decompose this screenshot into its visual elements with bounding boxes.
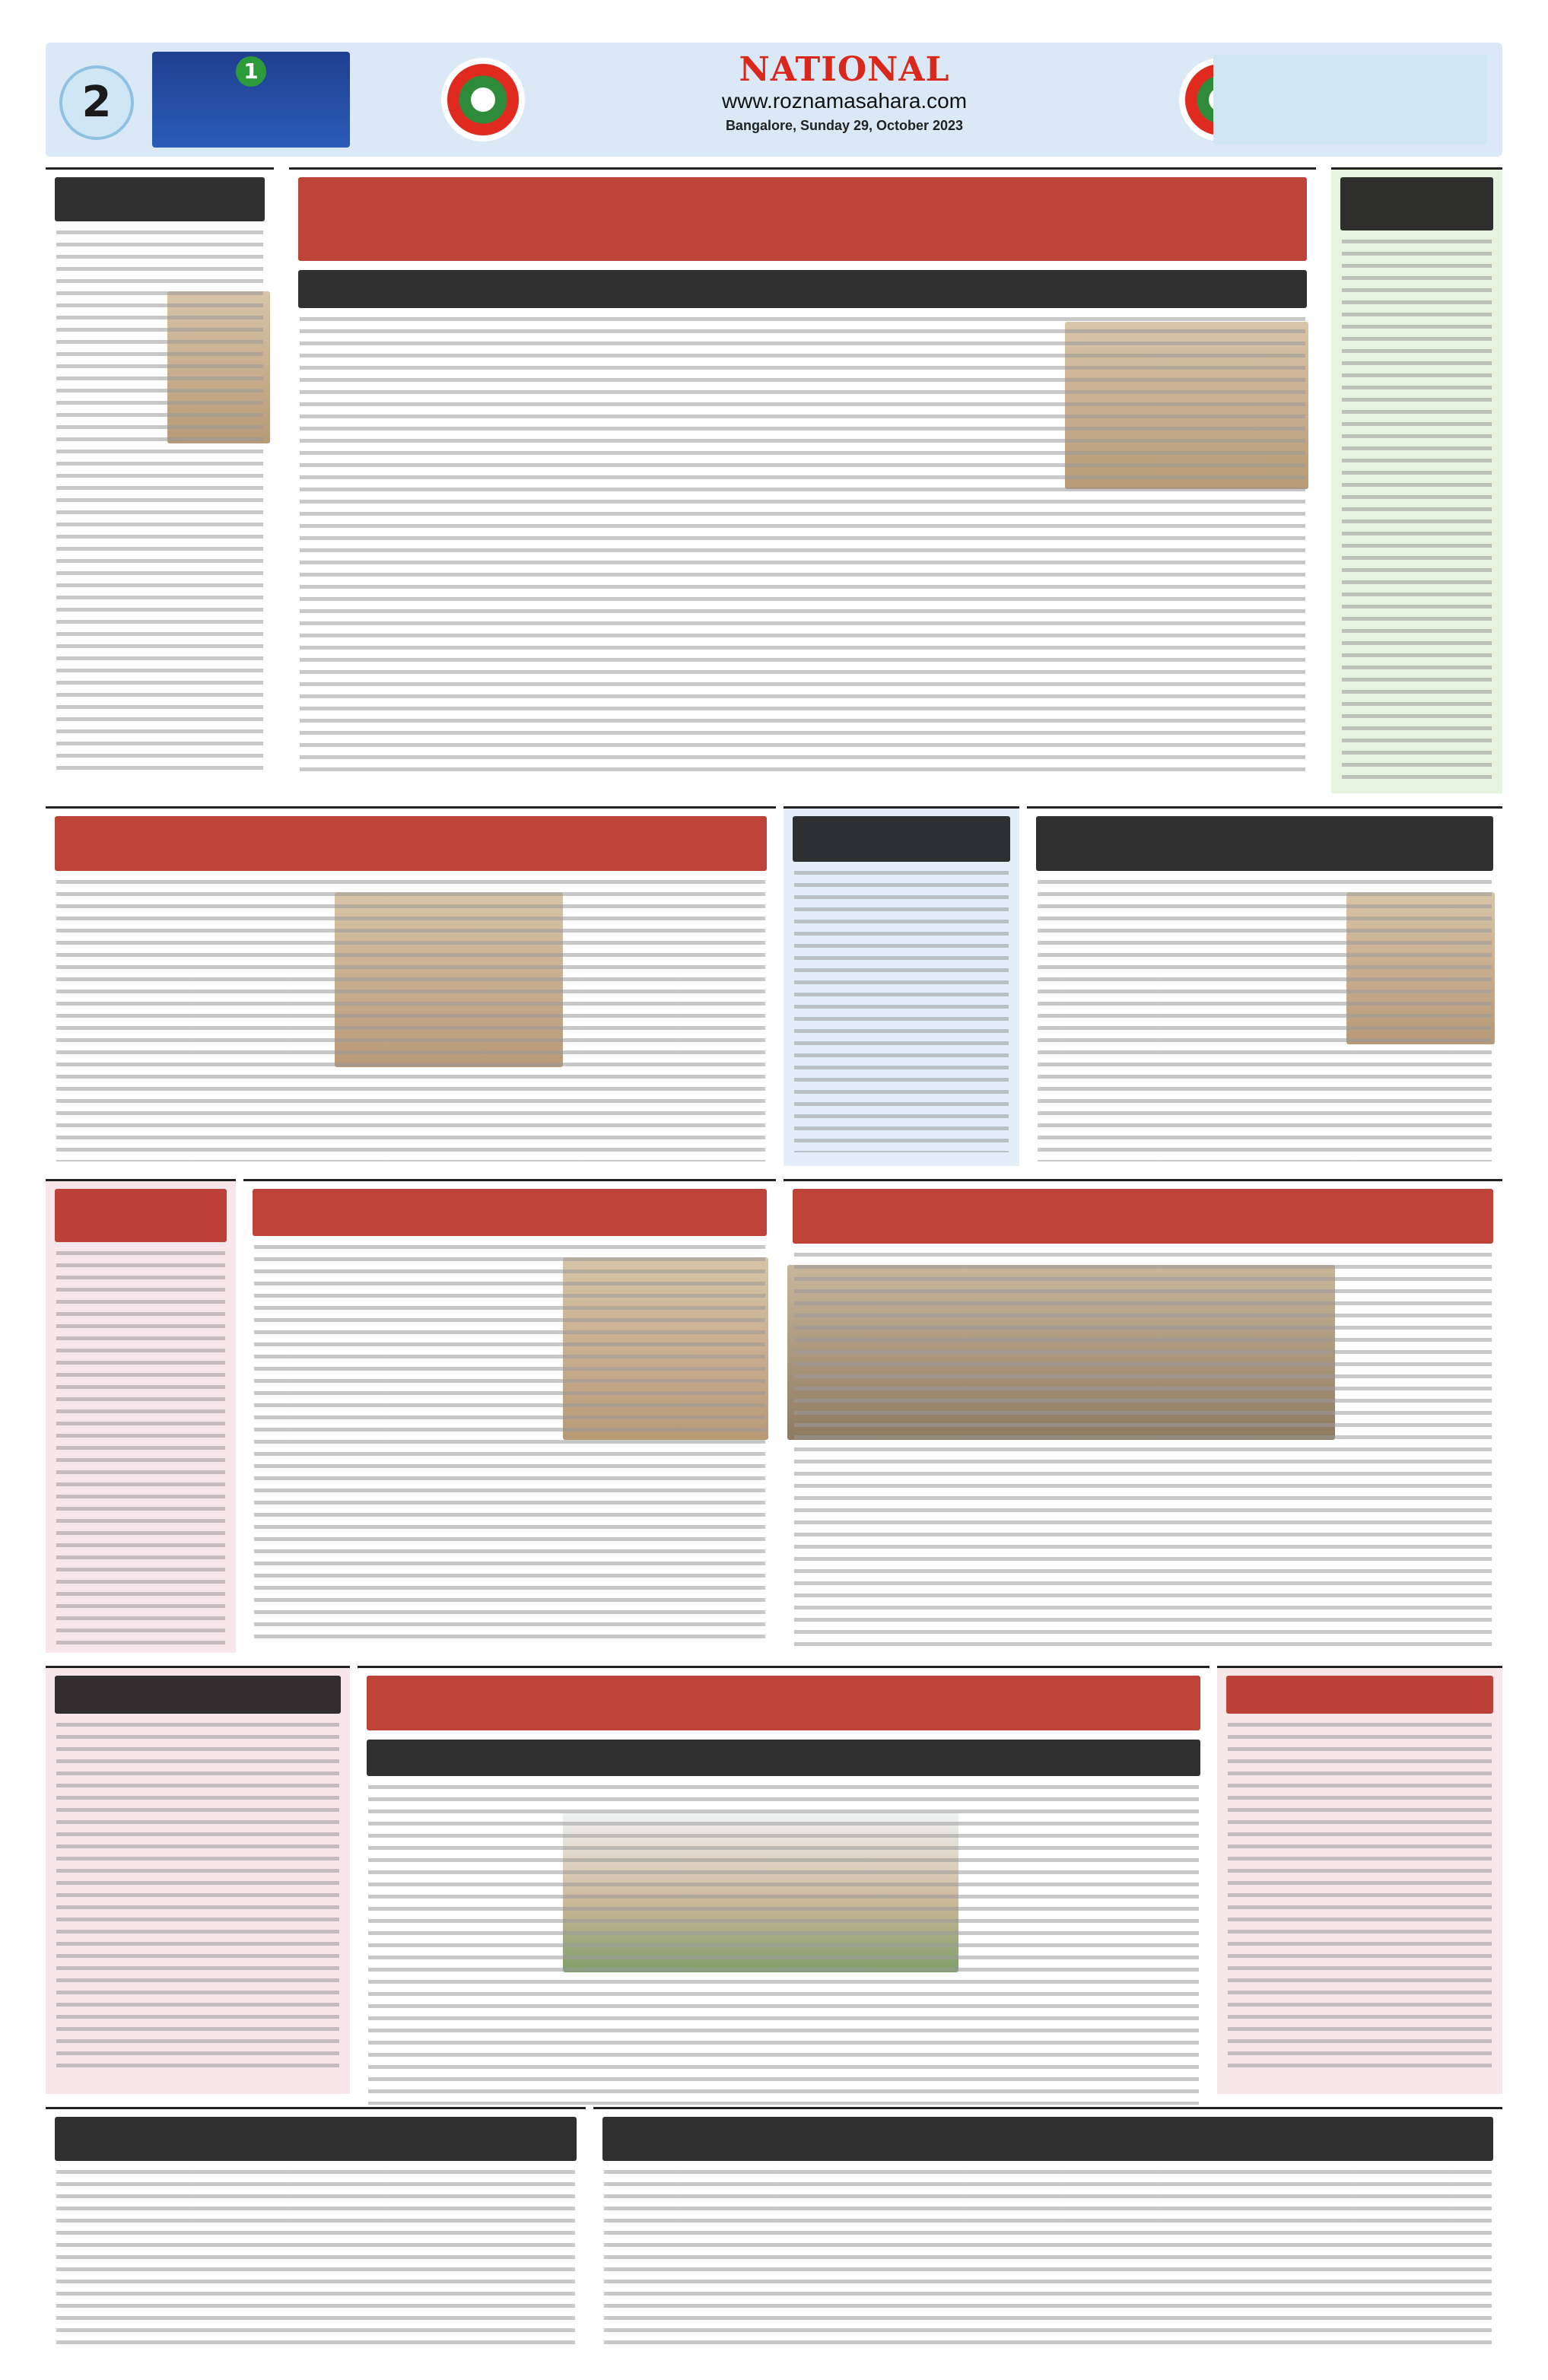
sidebar-article	[1331, 167, 1502, 793]
article-row3-right	[784, 1179, 1502, 1653]
headline	[55, 2117, 577, 2161]
article-body	[1228, 1723, 1492, 2073]
article-row2-left	[46, 806, 776, 1166]
lead-headline	[298, 177, 1307, 261]
article-row4-right	[1217, 1666, 1502, 2094]
section-name: NATIONAL	[739, 50, 950, 89]
lead-article-body	[300, 317, 1305, 774]
headline	[55, 816, 767, 871]
sidebar-body	[1342, 240, 1492, 787]
article-row4-middle	[358, 1666, 1209, 2094]
article-row2-right	[1027, 806, 1502, 1166]
article-body	[56, 2170, 575, 2345]
article-body	[794, 1253, 1492, 1648]
dateline: Bangalore, Sunday 29, October 2023	[725, 118, 964, 133]
article-row5-left	[46, 2107, 586, 2360]
headline	[1226, 1676, 1493, 1714]
masthead-center	[700, 50, 989, 134]
article-body	[1038, 880, 1492, 1161]
article-body	[368, 1785, 1199, 2105]
article-row3-middle	[243, 1179, 776, 1653]
headline	[253, 1189, 767, 1236]
article-body	[56, 1723, 339, 2073]
sidebar-headline	[1340, 177, 1493, 230]
article-body	[254, 1245, 765, 1641]
headline	[602, 2117, 1493, 2161]
emblem-icon	[441, 58, 525, 141]
article-row2-middle	[784, 806, 1019, 1166]
urdu-page-title-banner	[1213, 55, 1487, 145]
masthead	[46, 43, 1502, 157]
article-body	[56, 880, 765, 1161]
headline	[55, 1676, 341, 1714]
headline	[55, 177, 265, 221]
article-row4-left	[46, 1666, 350, 2094]
article-body	[794, 871, 1009, 1152]
article-row5-right	[593, 2107, 1502, 2360]
lead-article	[289, 167, 1316, 793]
newspaper-logo	[152, 52, 350, 148]
article-body	[56, 1251, 225, 1647]
subheadline	[367, 1740, 1200, 1776]
article-left-column	[46, 167, 274, 793]
headline	[1036, 816, 1493, 871]
lead-subheadline	[298, 270, 1307, 308]
article-row3-left	[46, 1179, 236, 1653]
logo-badge: 1	[236, 56, 266, 87]
article-body	[56, 230, 263, 778]
headline	[793, 816, 1010, 862]
headline	[793, 1189, 1493, 1244]
website-url: www.roznamasahara.com	[721, 89, 968, 113]
headline	[367, 1676, 1200, 1730]
article-body	[604, 2170, 1492, 2345]
headline	[55, 1189, 227, 1242]
page-number: 2	[59, 65, 134, 140]
